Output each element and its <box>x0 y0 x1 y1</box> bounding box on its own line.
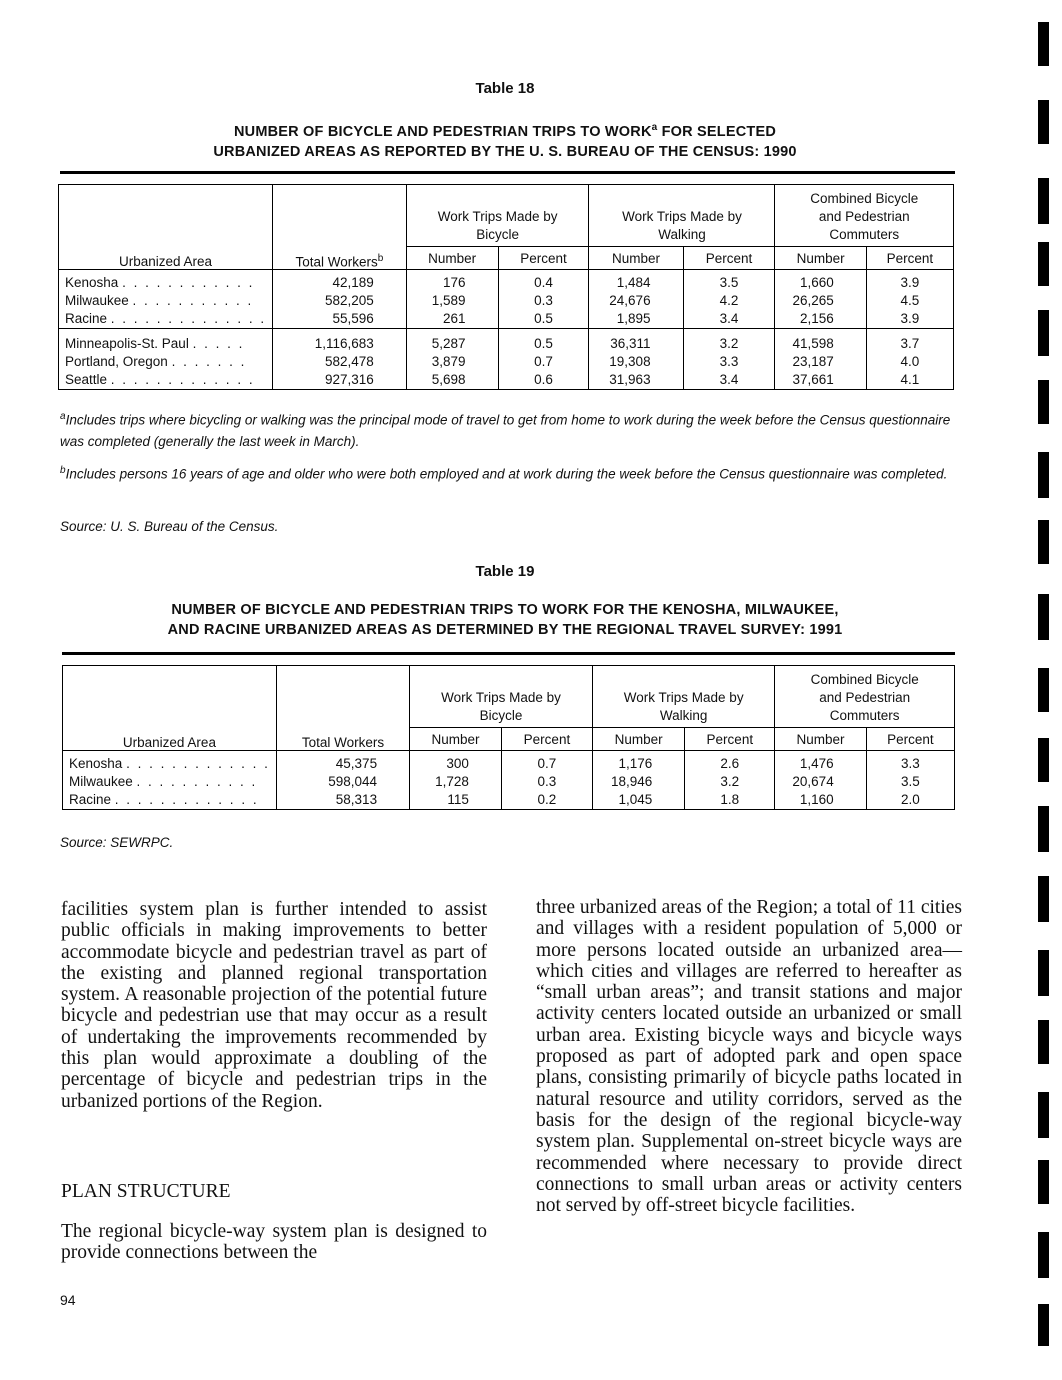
binding-mark <box>1038 1020 1049 1064</box>
page-number: 94 <box>60 1292 76 1308</box>
binding-mark <box>1038 594 1049 640</box>
table-18-title: NUMBER OF BICYCLE AND PEDESTRIAN TRIPS TO WORK$^a$ FOR SELECTED URBANIZED AREAS AS REPORTED BY THE U. S. BUREAU OF THE CENSUS: 1990 <box>213 122 797 160</box>
table-row: Minneapolis-St. Paul . . . . . 1,116,683 5,287 0.5 36,311 3.2 41,598 3.7 <box>59 335 954 353</box>
combined-group-header: Combined Bicycle and Pedestrian Commuters <box>775 666 955 728</box>
urbanized-area-header: Urbanized Area <box>59 247 273 270</box>
number-header: Number <box>775 247 866 270</box>
binding-mark <box>1038 100 1049 144</box>
urbanized-area-header: Urbanized Area <box>63 728 277 751</box>
table-18-top-rule <box>60 171 955 174</box>
percent-header: Percent <box>685 728 775 751</box>
table-row: Kenosha . . . . . . . . . . . . . 45,375 300 0.7 1,176 2.6 1,476 3.3 <box>63 755 955 773</box>
binding-mark <box>1038 22 1049 66</box>
binding-mark <box>1038 950 1049 996</box>
binding-mark <box>1038 380 1049 424</box>
table-row: Racine . . . . . . . . . . . . . 58,313 115 0.2 1,045 1.8 1,160 2.0 <box>63 791 955 810</box>
table-19 <box>62 665 955 810</box>
combined-group-header: Combined Bicycle and Pedestrian Commuters <box>775 185 954 247</box>
binding-mark <box>1038 806 1049 852</box>
walking-group-header: Work Trips Made by Walking <box>589 185 775 247</box>
percent-header: Percent <box>501 728 592 751</box>
binding-mark <box>1038 310 1049 356</box>
percent-header: Percent <box>866 728 954 751</box>
binding-mark <box>1038 520 1049 564</box>
table-row: Kenosha . . . . . . . . . . . . 42,189 176 0.4 1,484 3.5 1,660 3.9 <box>59 274 954 292</box>
table-row: Portland, Oregon . . . . . . . 582,478 3,879 0.7 19,308 3.3 23,187 4.0 <box>59 353 954 371</box>
table-19-label: Table 19 <box>475 563 535 580</box>
binding-marks <box>1038 20 1052 1360</box>
table-19-top-rule <box>62 652 955 655</box>
number-header: Number <box>589 247 683 270</box>
table-18-source: Source: U. S. Bureau of the Census. <box>60 519 279 534</box>
table-row: Seattle . . . . . . . . . . . . . 927,316 5,698 0.6 31,963 3.4 37,661 4.1 <box>59 371 954 390</box>
total-workers-header: Total Workers$^b$ <box>273 247 407 270</box>
binding-mark <box>1038 178 1049 224</box>
number-header: Number <box>406 247 498 270</box>
table-19-source: Source: SEWRPC. <box>60 835 174 850</box>
binding-mark <box>1038 1160 1049 1204</box>
number-header: Number <box>592 728 684 751</box>
table-row: Milwaukee . . . . . . . . . . . 582,205 1,589 0.3 24,676 4.2 26,265 4.5 <box>59 292 954 310</box>
binding-mark <box>1038 668 1049 712</box>
number-header: Number <box>410 728 502 751</box>
walking-group-header: Work Trips Made by Walking <box>592 666 774 728</box>
percent-header: Percent <box>683 247 775 270</box>
binding-mark <box>1038 876 1049 922</box>
footnote-a: $^a$Includes trips where bicycling or walking was the principal mode of travel to get from home to work during the week before the Census questionnaire was completed (generally the last week in March). <box>60 411 951 449</box>
body-right-paragraph: three urbanized areas of the Region; a total of 11 cities and villages with a resident population of 5,000 or more persons located outside an urbanized area—which cities and villages are referred to hereafter as “small urban areas”; and transit stations and major activity centers located outside an urbanized or small urban area. Existing bicycle ways and bicycle ways proposed as part of adopted park and open space plans, consisting primarily of bicycle paths located in natural resource and utility corridors, served as the basis for the design of the regional bicycle-way system plan. Supplemental on-street bicycle ways are recommended where necessary to provide direct connections to small urban areas or activity centers not served by off-street bicycle facilities. <box>536 897 962 1217</box>
percent-header: Percent <box>866 247 953 270</box>
total-workers-header: Total Workers <box>276 728 409 751</box>
table-19-title: NUMBER OF BICYCLE AND PEDESTRIAN TRIPS TO WORK FOR THE KENOSHA, MILWAUKEE, AND RACINE URBANIZED AREAS AS DETERMINED BY THE REGIONAL TRAVEL SURVEY: 1991 <box>167 602 843 638</box>
binding-mark <box>1038 1304 1049 1346</box>
bicycle-group-header: Work Trips Made by Bicycle <box>406 185 589 247</box>
footnote-b: $^b$Includes persons 16 years of age and older who were both employed and at work during the week before the Census questionnaire was completed. <box>60 465 948 482</box>
table-row: Milwaukee . . . . . . . . . . . 598,044 1,728 0.3 18,946 3.2 20,674 3.5 <box>63 773 955 791</box>
percent-header: Percent <box>498 247 589 270</box>
binding-mark <box>1038 452 1049 498</box>
section-heading: PLAN STRUCTURE <box>61 1181 231 1202</box>
body-left-paragraph-2: The regional bicycle-way system plan is designed to provide connections between the <box>61 1221 487 1264</box>
bicycle-group-header: Work Trips Made by Bicycle <box>410 666 593 728</box>
table-18-label: Table 18 <box>475 80 535 97</box>
table-18 <box>58 184 954 390</box>
binding-mark <box>1038 738 1049 782</box>
binding-mark <box>1038 1232 1049 1278</box>
binding-mark <box>1038 242 1049 286</box>
table-row: Racine . . . . . . . . . . . . . . 55,596 261 0.5 1,895 3.4 2,156 3.9 <box>59 310 954 329</box>
body-left-paragraph: facilities system plan is further intended to assist public officials in making improvements to better accommodate bicycle and pedestrian travel as part of the existing and planned regional transportation system. A reasonable projection of the potential future bicycle and pedestrian use that may occur as a result of undertaking the improvements recommended by this plan would approximate a doubling of the percentage of bicycle and pedestrian trips in the urbanized portions of the Region. <box>61 899 487 1112</box>
binding-mark <box>1038 1092 1049 1138</box>
number-header: Number <box>775 728 866 751</box>
